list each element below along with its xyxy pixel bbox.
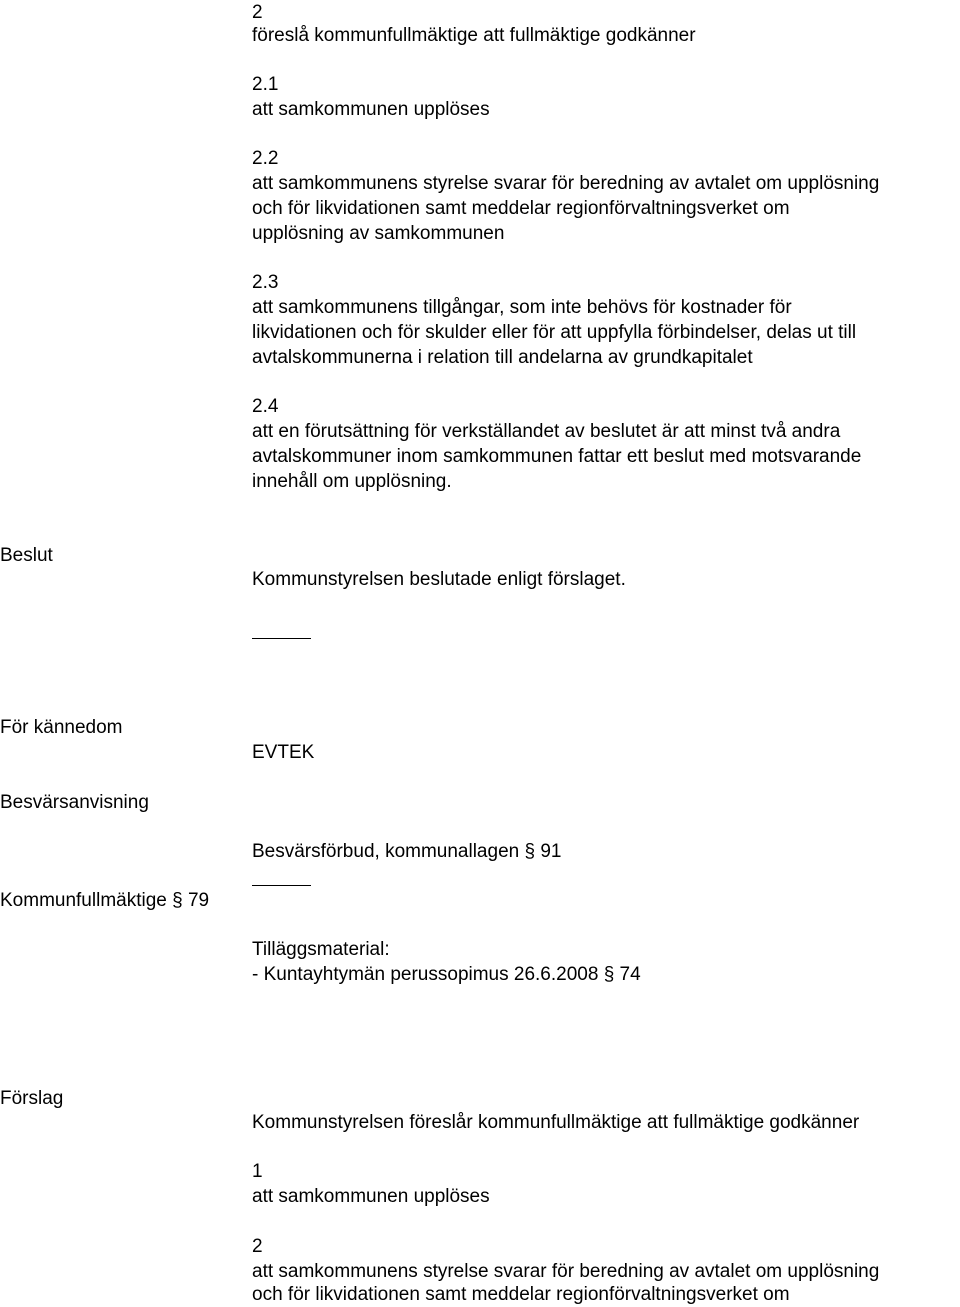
item-text-2-4-line-3: innehåll om upplösning. [252, 471, 452, 492]
item-text-2-2-line-2: och för likvidationen samt meddelar regionförvaltningsverket om [252, 198, 790, 219]
forslag-intro: Kommunstyrelsen föreslår kommunfullmäktige att fullmäktige godkänner [252, 1112, 860, 1133]
forslag-label: Förslag [0, 1088, 64, 1109]
beslut-text: Kommunstyrelsen beslutade enligt förslaget. [252, 569, 626, 590]
section-intro: föreslå kommunfullmäktige att fullmäktige godkänner [252, 25, 696, 46]
besvarsforbud-text: Besvärsförbud, kommunallagen § 91 [252, 841, 562, 862]
section-number: 2 [252, 2, 263, 23]
forslag-item-2-line-1: att samkommunens styrelse svarar för beredning av avtalet om upplösning [252, 1261, 880, 1282]
besvarsanvisning-label: Besvärsanvisning [0, 792, 149, 813]
separator-rule [252, 885, 311, 886]
item-text-2-2-line-1: att samkommunens styrelse svarar för beredning av avtalet om upplösning [252, 173, 880, 194]
forslag-item-number-2: 2 [252, 1236, 263, 1257]
kommunfullmaktige-label: Kommunfullmäktige § 79 [0, 890, 210, 911]
item-text-2-4-line-1: att en förutsättning för verkställandet av beslutet är att minst två andra [252, 421, 841, 442]
item-text-2-3-line-1: att samkommunens tillgångar, som inte behövs för kostnader för [252, 297, 792, 318]
item-number-2-3: 2.3 [252, 272, 279, 293]
forslag-item-2-line-2: och för likvidationen samt meddelar regionförvaltningsverket om [252, 1284, 790, 1305]
forslag-item-number-1: 1 [252, 1161, 263, 1182]
tillaggsmaterial-item: - Kuntayhtymän perussopimus 26.6.2008 § 74 [252, 964, 641, 985]
item-text-2-3-line-2: likvidationen och för skulder eller för att uppfylla förbindelser, delas ut till [252, 322, 857, 343]
forslag-item-1-line-1: att samkommunen upplöses [252, 1186, 490, 1207]
item-number-2-2: 2.2 [252, 148, 279, 169]
tillaggsmaterial-label: Tilläggsmaterial: [252, 939, 390, 960]
beslut-label: Beslut [0, 545, 53, 566]
item-text-2-3-line-3: avtalskommunerna i relation till andelarna av grundkapitalet [252, 347, 753, 368]
separator-rule [252, 638, 311, 639]
item-text-2-1-line-1: att samkommunen upplöses [252, 99, 490, 120]
for-kannedom-label: För kännedom [0, 717, 123, 738]
evtek-recipient: EVTEK [252, 742, 315, 763]
item-text-2-2-line-3: upplösning av samkommunen [252, 223, 505, 244]
item-number-2-4: 2.4 [252, 396, 279, 417]
item-text-2-4-line-2: avtalskommuner inom samkommunen fattar ett beslut med motsvarande [252, 446, 862, 467]
item-number-2-1: 2.1 [252, 74, 279, 95]
